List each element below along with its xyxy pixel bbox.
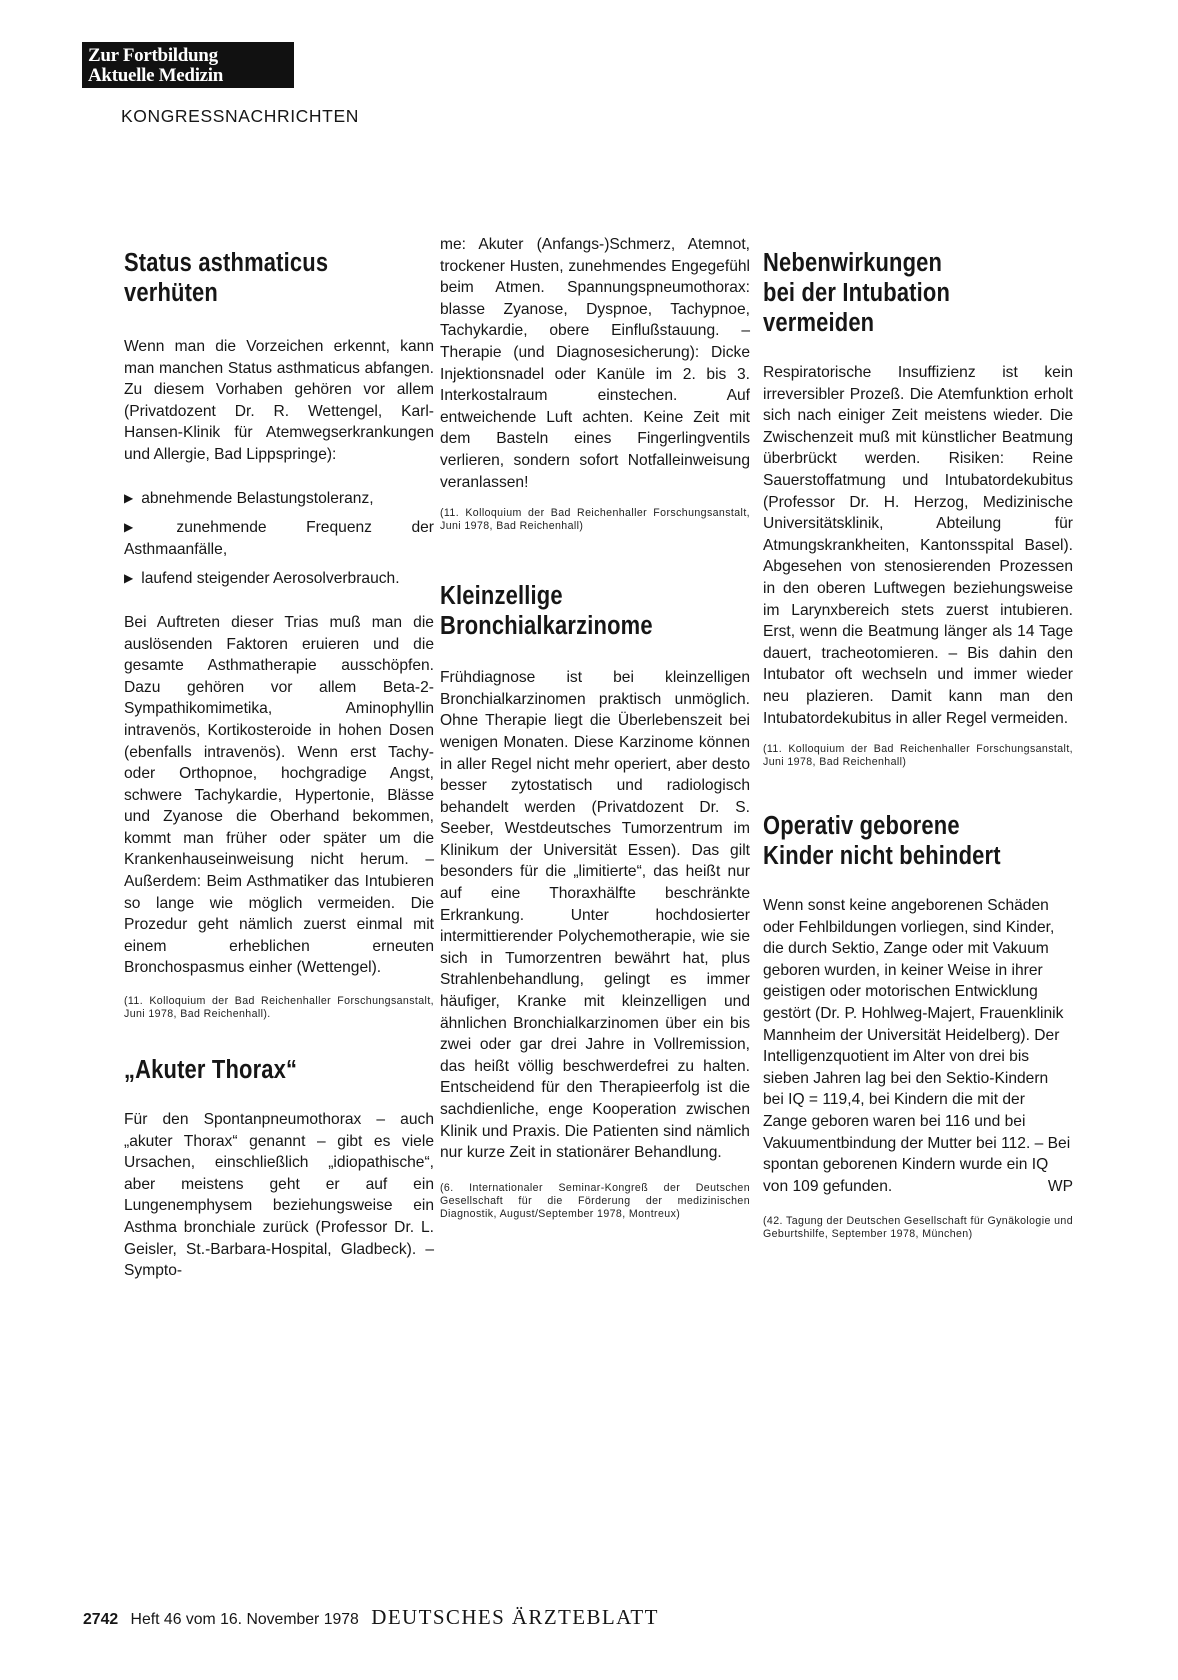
bullet-list — [124, 488, 434, 590]
page-footer — [83, 1605, 659, 1630]
triangle-bullet-icon: ▶ — [124, 520, 169, 535]
author-signature: WP — [1047, 1177, 1073, 1195]
rubric-line-1: Zur Fortbildung — [88, 45, 218, 66]
article-title-akuter-thorax: „Akuter Thorax“ — [124, 1056, 298, 1085]
rubric-badge — [82, 42, 294, 88]
triangle-bullet-icon: ▶ — [124, 571, 134, 586]
article-title-operativ-geboren: Operativ geborene Kinder nicht behindert — [763, 812, 1001, 871]
list-item: ▶ zunehmende Frequenz der Asthmaanfälle, — [124, 519, 434, 558]
issue-info: Heft 46 vom 16. November 1978 — [130, 1611, 359, 1628]
article-source: (11. Kolloquium der Bad Reichenhaller Forschungsanstalt, Juni 1978, Bad Reichenhall). — [124, 995, 434, 1021]
article-body: Für den Spontanpneumothorax – auch „akuter Thorax“ genannt – gibt es viele Ursachen, einschließlich „idiopathische“, aber meistens geht er auf ein Lungenemphysem beziehungsweise ein Asthma bronchiale zurück (Professor Dr. L. Geisler, St.-Barbara-Hospital, Gladbeck). – Sympto- — [124, 1111, 434, 1280]
triangle-bullet-icon: ▶ — [124, 490, 134, 505]
article-title-bronchialkarzinome: Kleinzellige Bronchialkarzinome — [440, 582, 653, 641]
article-body: Respiratorische Insuffizienz ist kein irreversibler Prozeß. Die Atemfunktion erholt sich nach einiger Zeit meistens wieder. Die Zwischenzeit muß mit künstlicher Beatmung überbrückt werden. Risiken: Reine Sauerstoffatmung und Intubatordekubitus (Professor Dr. H. Herzog, Medizinische Universitätsklinik, Abteilung für Atmungskrankheiten, Kantonsspital Basel). Abgesehen von stenosierenden Prozessen in den oberen Luftwegen beziehungsweise im Larynxbereich stets zuerst intubieren. Erst, wenn die Beatmung länger als 14 Tage dauert, tracheotomieren. – Bis dahin den Intubator oft wechseln und immer wieder neu plazieren. Damit kann man den Intubatordekubitus in aller Regel vermeiden. — [763, 364, 1073, 727]
article-source: (6. Internationaler Seminar-Kongreß der Deutschen Gesellschaft für die Förderung der medizinischen Diagnostik, August/September 1978, Montreux) — [440, 1181, 750, 1220]
article-body: Wenn sonst keine angeborenen Schäden oder Fehlbildungen vorliegen, sind Kinder, die durch Sektio, Zange oder mit Vakuum geboren wurden, in keiner Weise in ihrer geistigen oder motorischen Entwicklung gestört (Dr. P. Hohlweg-Majert, Frauenklinik Mannheim der Universität Heidelberg). Der Intelligenzquotient im Alter von drei bis sieben Jahren lag bei den Sektio-Kindern bei IQ = 119,4, bei Kindern die mit der Zange geboren waren bei 116 und bei Vakuumentbindung der Mutter bei 112. – Bei spontan geborenen Kindern wurde ein IQ von 109 gefunden. WP — [763, 895, 1073, 1197]
page-number: 2742 — [83, 1611, 119, 1628]
column-2 — [440, 236, 750, 1221]
magazine-name: DEUTSCHES ÄRZTEBLATT — [371, 1605, 659, 1629]
column-3 — [763, 248, 1073, 1241]
article-body-continued: me: Akuter (Anfangs-)Schmerz, Atemnot, trockener Husten, zunehmendes Engegefühl beim Atmen. Spannungspneumothorax: blasse Zyanose, Dyspnoe, Tachypnoe, Tachykardie, obere Einflußstauung. – Therapie (und Diagnosesicherung): Dicke Injektionsnadel oder Kanüle im 2. bis 3. Interkostalraum einstechen. Auf entweichende Luft achten. Keine Zeit mit dem Basteln eines Fingerlingventils verlieren, sondern sofort Notfalleinweisung veranlassen! — [440, 236, 750, 491]
article-source: (11. Kolloquium der Bad Reichenhaller Forschungsanstalt, Juni 1978, Bad Reichenhall) — [440, 507, 750, 533]
article-intro: Wenn man die Vorzeichen erkennt, kann man manchen Status asthmaticus abfangen. Zu diesem Vorhaben gehören vor allem (Privatdozent Dr. R. Wettengel, Karl-Hansen-Klinik für Atemwegserkrankungen und Allergie, Bad Lippspringe): — [124, 338, 434, 463]
rubric-line-2: Aktuelle Medizin — [88, 65, 224, 86]
section-heading: KONGRESSNACHRICHTEN — [121, 106, 359, 126]
article-title-intubation: Nebenwirkungen bei der Intubation vermeiden — [763, 249, 951, 337]
article-body: Frühdiagnose ist bei kleinzelligen Bronchialkarzinomen praktisch unmöglich. Ohne Therapie liegt die Überlebenszeit bei wenigen Monaten. Diese Karzinome können in aller Regel nicht mehr operiert, aber desto besser zytostatisch und radiologisch behandelt werden (Privatdozent Dr. S. Seeber, Westdeutsches Tumorzentrum im Klinikum der Universität Essen). Das gilt besonders für die „limitierte“, das heißt nur auf eine Thoraxhälfte beschränkte Erkrankung. Unter hochdosierter intermittierender Polychemotherapie, wie sie sich in Tumorzentren bewährt hat, plus Strahlenbehandlung, gelingt es immer häufiger, Kranke mit kleinzelligen und ähnlichen Bronchialkarzinomen über ein bis zwei oder gar drei Jahre in Vollremission, das heißt völlig beschwerdefrei zu halten. Entscheidend für den Therapieerfolg ist die sachdienliche, enge Kooperation zwischen Klinik und Praxis. Die Patienten sind nämlich nur kurze Zeit in stationärer Behandlung. — [440, 669, 750, 1162]
article-source: (11. Kolloquium der Bad Reichenhaller Forschungsanstalt, Juni 1978, Bad Reichenhall) — [763, 743, 1073, 769]
article-source: (42. Tagung der Deutschen Gesellschaft für Gynäkologie und Geburtshilfe, September 1978, München) — [763, 1215, 1073, 1241]
column-1 — [124, 248, 434, 1282]
list-item: ▶ laufend steigender Aerosolverbrauch. — [124, 570, 400, 588]
article-body: Bei Auftreten dieser Trias muß man die auslösenden Faktoren eruieren und die gesamte Asthmatherapie ausschöpfen. Dazu gehören vor allem Beta-2-Sympathikomimetika, Aminophyllin intravenös, Kortikosteroide in hohen Dosen (ebenfalls intravenös). Wenn erst Tachy- oder Orthopnoe, hochgradige Angst, schwere Tachykardie, Hypertonie, Blässe und Zyanose die Oberhand bekommen, kommt man früher oder später um die Krankenhauseinweisung nicht herum. – Außerdem: Beim Asthmatiker das Intubieren so lange wie möglich vermeiden. Die Prozedur geht nämlich zuerst einmal mit einem erheblichen erneuten Bronchospasmus einher (Wettengel). — [124, 613, 434, 977]
list-item: ▶ abnehmende Belastungstoleranz, — [124, 489, 374, 507]
article-title-status-asthmaticus: Status asthmaticus verhüten — [124, 249, 329, 307]
